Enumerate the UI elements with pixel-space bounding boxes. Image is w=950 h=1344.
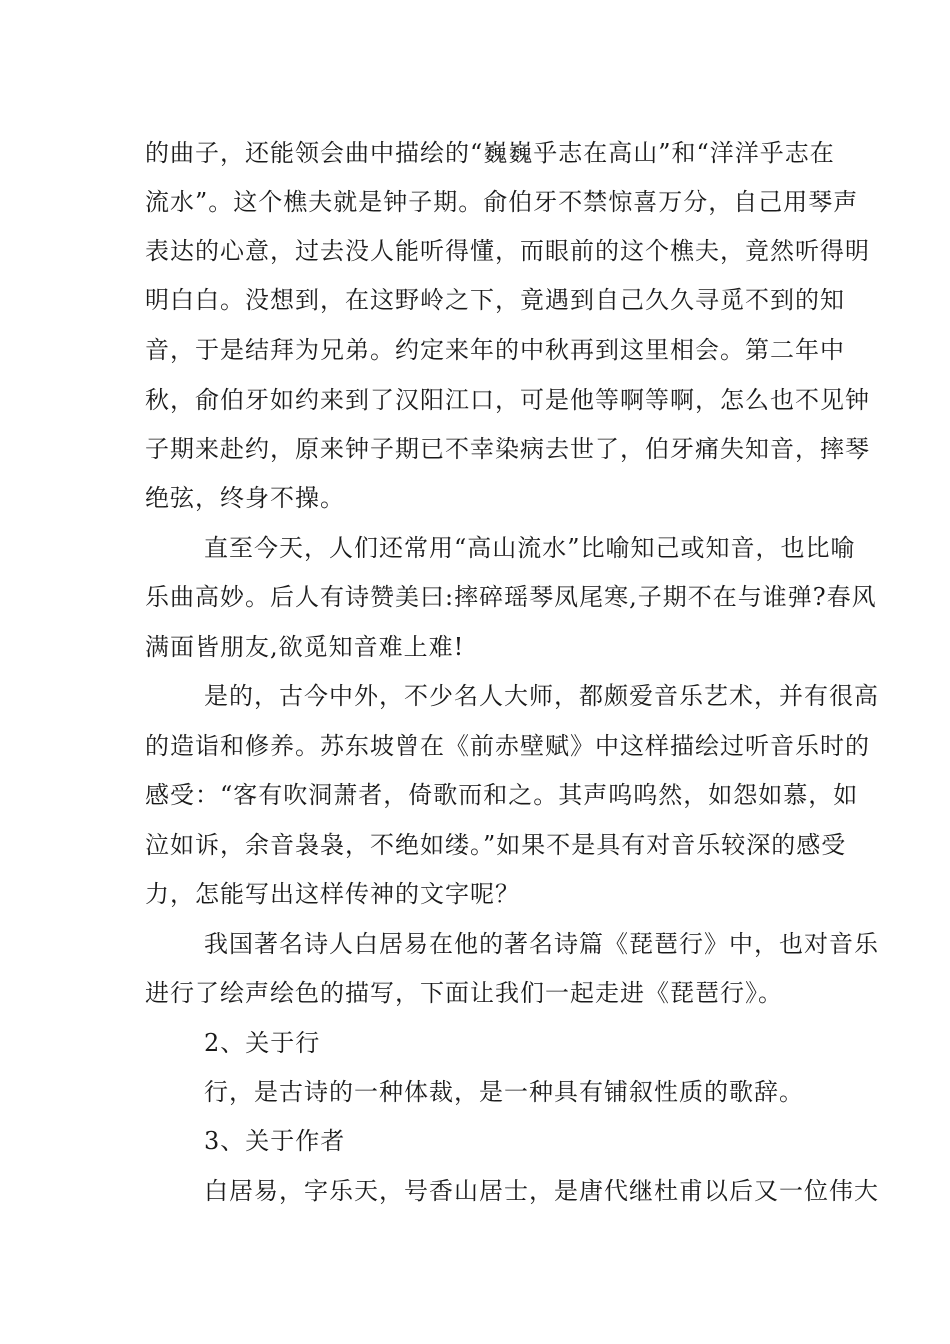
text-line: 流水”。这个樵夫就是钟子期。俞伯牙不禁惊喜万分，自己用琴声	[145, 188, 859, 216]
text-line: 音，于是结拜为兄弟。约定来年的中秋再到这里相会。第二年中	[145, 336, 845, 364]
text-line: 的曲子，还能领会曲中描绘的“巍巍乎志在高山”和“洋洋乎志在	[145, 139, 835, 167]
text-line: 进行了绘声绘色的描写，下面让我们一起走进《琵琶行》。	[145, 979, 783, 1007]
text-line: 力，怎能写出这样传神的文字呢？	[145, 880, 520, 908]
text-line: 表达的心意，过去没人能听得懂，而眼前的这个樵夫，竟然听得明	[145, 237, 870, 265]
paragraph-start: 是的，古今中外，不少名人大师，都颇爱音乐艺术，并有很高	[204, 682, 879, 710]
text-line: 泣如诉，余音袅袅，不绝如缕。”如果不是具有对音乐较深的感受	[145, 831, 847, 859]
text-line: 的造诣和修养。苏东坡曾在《前赤壁赋》中这样描绘过听音乐时的	[145, 732, 870, 760]
paragraph-start: 我国著名诗人白居易在他的著名诗篇《琵琶行》中，也对音乐	[204, 930, 879, 958]
text-line: 感受：“客有吹洞萧者，倚歌而和之。其声呜呜然，如怨如慕，如	[145, 781, 859, 809]
paragraph-start: 白居易，字乐天，号香山居士，是唐代继杜甫以后又一位伟大	[204, 1177, 879, 1205]
text-line: 明白白。没想到，在这野岭之下，竟遇到自己久久寻觅不到的知	[145, 286, 845, 314]
text-line: 子期来赴约，原来钟子期已不幸染病去世了，伯牙痛失知音，摔琴	[145, 435, 870, 463]
text-line: 绝弦，终身不操。	[145, 484, 345, 512]
paragraph-start: 直至今天，人们还常用“高山流水”比喻知己或知音，也比喻	[204, 534, 856, 562]
text-line: 满面皆朋友,欲觅知音难上难!	[145, 633, 465, 661]
text-line: 乐曲高妙。后人有诗赞美曰:摔碎瑶琴凤尾寒,子期不在与谁弹?春风	[145, 583, 877, 611]
text-line: 秋，俞伯牙如约来到了汉阳江口，可是他等啊等啊，怎么也不见钟	[145, 386, 870, 414]
paragraph-start: 行，是古诗的一种体裁，是一种具有铺叙性质的歌辞。	[204, 1078, 804, 1106]
section-heading: 2、关于行	[204, 1029, 321, 1057]
section-heading: 3、关于作者	[204, 1127, 346, 1155]
